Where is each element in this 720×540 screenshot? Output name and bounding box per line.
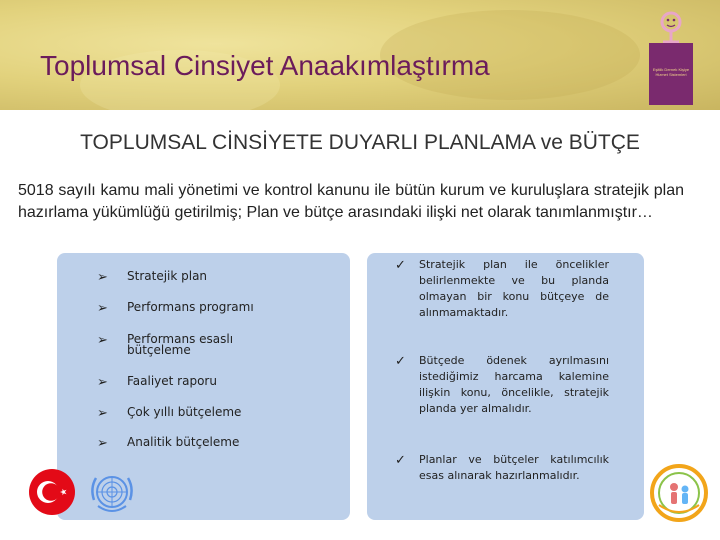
arrow-bullet-icon: ➢ xyxy=(97,375,108,390)
list-item-label: Çok yıllı bütçeleme xyxy=(127,405,242,419)
header-banner xyxy=(0,0,720,110)
list-item-label: Performans programı xyxy=(127,300,254,314)
united-nations-logo-icon xyxy=(86,470,138,518)
arrow-bullet-icon: ➢ xyxy=(97,333,108,348)
turkey-flag-icon xyxy=(28,468,76,516)
list-item-label: Stratejik plan xyxy=(127,269,208,283)
unfpa-logo-icon xyxy=(645,463,713,523)
list-item-label: Faaliyet raporu xyxy=(127,374,217,388)
checkmark-icon: ✓ xyxy=(395,257,406,272)
arrow-bullet-icon: ➢ xyxy=(97,406,108,421)
arrow-bullet-icon: ➢ xyxy=(97,270,108,285)
arrow-bullet-icon: ➢ xyxy=(97,436,108,451)
checkmark-icon: ✓ xyxy=(395,353,406,368)
list-item-text: Planlar ve bütçeler katılımcılık esas alınarak hazırlanmalıdır. xyxy=(419,453,609,482)
intro-paragraph: 5018 sayılı kamu mali yönetimi ve kontrol kanunu ile bütün kurum ve kuruluşlara stratejik plan hazırlama yükümlüğü getirilmiş; Plan ve bütçe arasındaki ilişki net olarak tanımlanmıştır… xyxy=(18,182,684,221)
arrow-bullet-icon: ➢ xyxy=(97,301,108,316)
logo-text: Eşitlik Dernek Kişiye Hizmet Sistemleri xyxy=(652,67,690,77)
slide-subtitle: TOPLUMSAL CİNSİYETE DUYARLI PLANLAMA ve BÜTÇE xyxy=(80,131,640,154)
list-item-text: Stratejik plan ile öncelikler belirlenmekte ve bu planda olmayan bir konu bütçeye de alınmamaktadır. xyxy=(419,258,609,319)
logo-box xyxy=(649,43,693,105)
list-item-label: Performans esaslı bütçeleme xyxy=(127,332,234,357)
list-item-label: Analitik bütçeleme xyxy=(127,435,240,449)
list-item-text: Bütçede ödenek ayrılmasını istediğimiz harcama kalemine ilişkin konu, öncelikle, stratejik planda yer almalıdır. xyxy=(419,354,609,415)
checkmark-icon: ✓ xyxy=(395,452,406,467)
page-title: Toplumsal Cinsiyet Anaakımlaştırma xyxy=(40,50,490,81)
